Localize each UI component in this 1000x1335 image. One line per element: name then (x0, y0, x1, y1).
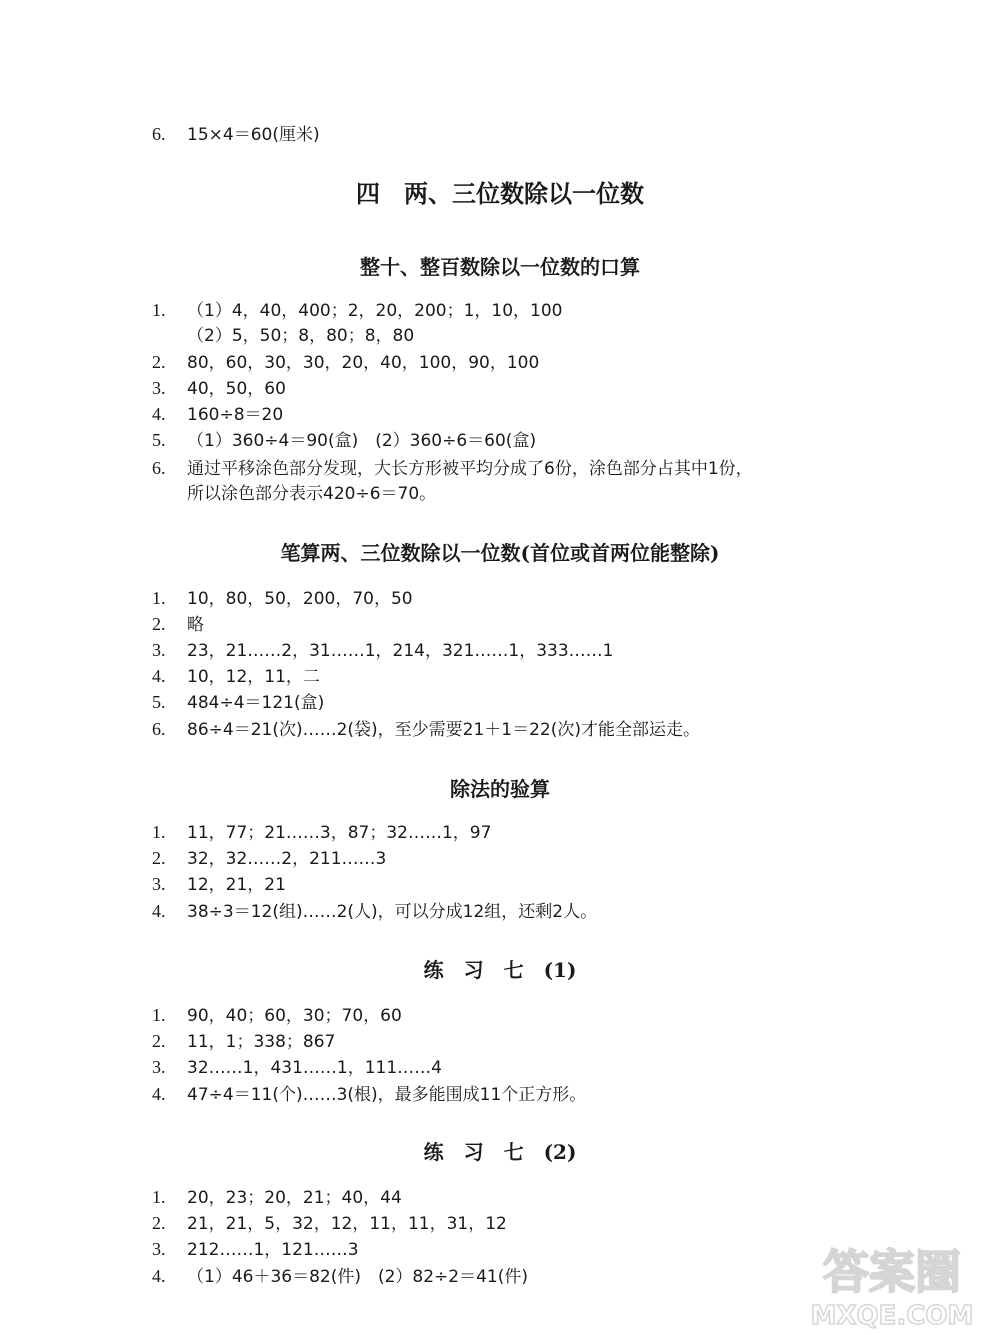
item-text: 12，21，21 (187, 875, 286, 895)
item-number: 4. (152, 1266, 166, 1286)
item-number: 2. (152, 1031, 166, 1051)
answer-item (152, 1236, 359, 1263)
item-number: 4. (152, 901, 166, 921)
item-number: 6. (152, 719, 166, 739)
item-number: 6. (152, 458, 166, 478)
item-text: 通过平移涂色部分发现，大长方形被平均分成了6份，涂色部分占其中1份， (187, 459, 753, 479)
answer-item (152, 375, 286, 402)
item-text: 80，60，30，30，20，40，100，90，100 (187, 353, 540, 373)
item-number: 3. (152, 378, 166, 398)
answer-item (152, 1054, 442, 1081)
answer-item (152, 349, 539, 376)
item-number: 5. (152, 430, 166, 450)
answer-item (152, 898, 597, 925)
item-text: 11，77；21……3，87；32……1，97 (187, 823, 492, 843)
item-number: 3. (152, 1057, 166, 1077)
item-number: 1. (152, 822, 166, 842)
answer-item (152, 1263, 528, 1290)
answer-item (152, 455, 753, 482)
item-text: 21，21，5，32，12，11，11，31，12 (187, 1214, 507, 1234)
answer-item (152, 871, 286, 898)
item-text: 32，32……2，211……3 (187, 849, 387, 869)
item-text: 160÷8＝20 (187, 405, 284, 425)
answer-item (152, 716, 700, 743)
section-title: 练 习 七 (1) (423, 958, 577, 982)
item-number: 3. (152, 874, 166, 894)
answer-item (152, 663, 320, 690)
item-number: 6. (152, 124, 166, 144)
item-text: 10，12，11，二 (187, 667, 320, 687)
answer-item (152, 1028, 335, 1055)
watermark-bottom-text: MXQE.COM (810, 1301, 974, 1331)
item-number: 4. (152, 666, 166, 686)
answer-item (152, 819, 491, 846)
item-number: 1. (152, 300, 166, 320)
answer-item (152, 1002, 402, 1029)
item-text: 略 (187, 615, 204, 635)
answer-item (152, 401, 283, 428)
item-number: 1. (152, 588, 166, 608)
answer-item (152, 427, 536, 454)
answer-item (152, 297, 563, 324)
answer-item (152, 1184, 402, 1211)
item-text: 23，21……2，31……1，214，321……1，333……1 (187, 641, 614, 661)
item-text-continued: 所以涂色部分表示420÷6＝70。 (187, 484, 437, 504)
item-text: 15×4＝60(厘米) (187, 125, 320, 145)
item-text: 90，40；60，30；70，60 (187, 1006, 402, 1026)
answer-item (152, 1081, 586, 1108)
section-title: 整十、整百数除以一位数的口算 (360, 255, 640, 279)
watermark-top-text: 答案圈 (823, 1245, 961, 1299)
item-text: 20，23；20，21；40，44 (187, 1188, 402, 1208)
item-text: 86÷4＝21(次)……2(袋)，至少需要21＋1＝22(次)才能全部运走。 (187, 720, 701, 740)
item-number: 4. (152, 1084, 166, 1104)
item-number: 3. (152, 1239, 166, 1259)
item-number: 2. (152, 848, 166, 868)
section-title: 练 习 七 (2) (423, 1140, 577, 1164)
item-number: 2. (152, 1213, 166, 1233)
answer-item (152, 845, 386, 872)
item-text: 38÷3＝12(组)……2(人)，可以分成12组，还剩2人。 (187, 902, 598, 922)
item-number: 1. (152, 1005, 166, 1025)
answer-item (152, 689, 324, 716)
answer-item (152, 1210, 507, 1237)
item-text: 40，50，60 (187, 379, 286, 399)
item-text: 47÷4＝11(个)……3(根)，最多能围成11个正方形。 (187, 1085, 587, 1105)
item-text: 484÷4＝121(盒) (187, 693, 325, 713)
item-text: 32……1，431……1，111……4 (187, 1058, 442, 1078)
item-number: 3. (152, 640, 166, 660)
chapter-title: 四 两、三位数除以一位数 (356, 179, 644, 208)
section-title: 除法的验算 (450, 777, 550, 801)
item-number: 2. (152, 352, 166, 372)
item-number: 5. (152, 692, 166, 712)
item-text: 10，80，50，200，70，50 (187, 589, 413, 609)
item-number: 2. (152, 614, 166, 634)
answer-item (152, 585, 413, 612)
item-number: 4. (152, 404, 166, 424)
item-text: 11，1；338；867 (187, 1032, 336, 1052)
item-text: （1）4，40，400；2，20，200；1，10，100 (187, 301, 563, 321)
answer-item (152, 121, 320, 148)
item-number: 1. (152, 1187, 166, 1207)
watermark-logo (802, 1236, 982, 1331)
answer-item (152, 637, 614, 664)
item-text: （1）360÷4＝90(盒) (2）360÷6＝60(盒) (187, 431, 537, 451)
item-text: （1）46＋36＝82(件) (2）82÷2＝41(件) (187, 1267, 529, 1287)
item-text-continued: （2）5，50；8，80；8，80 (187, 326, 415, 346)
item-text: 212……1，121……3 (187, 1240, 359, 1260)
section-title: 笔算两、三位数除以一位数(首位或首两位能整除) (280, 541, 720, 565)
answer-item (152, 611, 204, 638)
